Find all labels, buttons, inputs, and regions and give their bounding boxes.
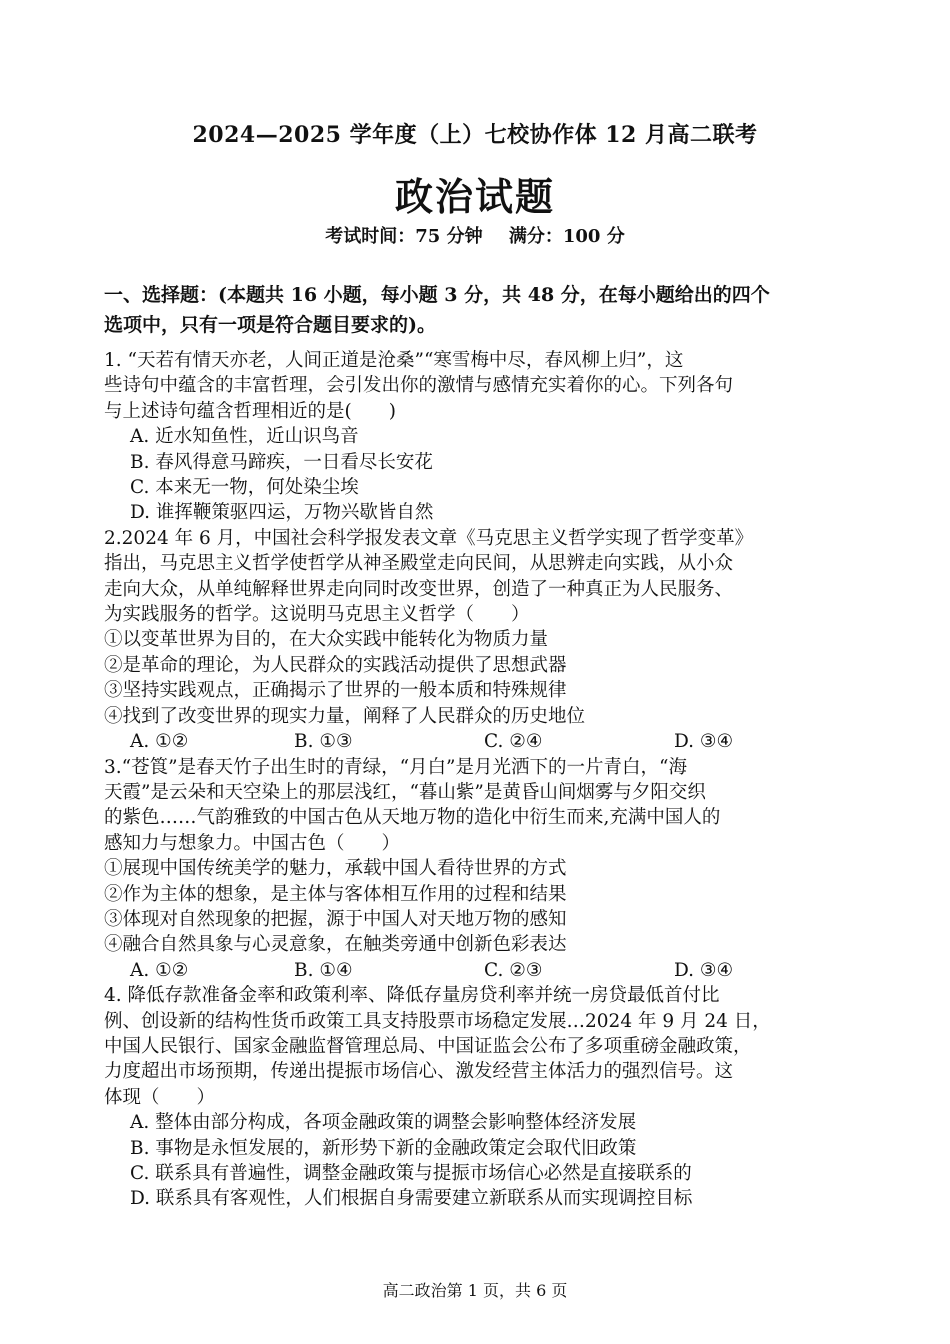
statement-1: ①展现中国传统美学的魅力，承载中国人看待世界的方式 — [104, 858, 567, 880]
stem-line: 指出，马克思主义哲学使哲学从神圣殿堂走向民间，从思辨走向实践，从小众 — [104, 553, 734, 575]
option-d: D. 谁挥鞭策驱四运，万物兴歇皆自然 — [130, 502, 434, 524]
choice-d: D. ③④ — [674, 731, 734, 753]
stem-line: 中国人民银行、国家金融监督管理总局、中国证监会公布了多项重磅金融政策， — [104, 1035, 752, 1057]
question-3 — [104, 755, 848, 984]
stem-line: 为实践服务的哲学。这说明马克思主义哲学（ ） — [104, 604, 530, 626]
question-stem — [104, 526, 848, 628]
option-c: C. 联系具有普遍性，调整金融政策与提振市场信心必然是直接联系的 — [130, 1163, 692, 1184]
stem-line: 2.2024 年 6 月，中国社会科学报发表文章《马克思主义哲学实现了哲学变革》 — [104, 527, 754, 549]
section-heading-line: 选项中，只有一项是符合题目要求的)。 — [104, 314, 436, 336]
statement-3: ③坚持实践观点，正确揭示了世界的一般本质和特殊规律 — [104, 680, 567, 702]
choice-a: A. ①② — [130, 959, 189, 981]
stem-line: 的紫色……气韵雅致的中国古色从天地万物的造化中衍生而来,充满中国人的 — [104, 807, 721, 829]
statement-1: ①以变革世界为目的，在大众实践中能转化为物质力量 — [104, 629, 549, 651]
exam-time: 考试时间：75 分钟 — [325, 226, 483, 247]
page-footer: 高二政治第 1 页，共 6 页 — [382, 1281, 568, 1300]
statement-4: ④融合自然具象与心灵意象，在触类旁通中创新色彩表达 — [104, 934, 567, 956]
option-b: B. 春风得意马蹄疾，一日看尽长安花 — [130, 451, 433, 473]
question-stem — [104, 348, 848, 424]
stem-line: 体现（ ） — [104, 1086, 216, 1108]
exam-title: 2024—2025 学年度（上）七校协作体 12 月高二联考 — [192, 122, 758, 148]
stem-line: 走向大众，从单纯解释世界走向同时改变世界，创造了一种真正为人民服务、 — [104, 578, 734, 600]
stem-line: 与上述诗句蕴含哲理相近的是( ) — [104, 400, 396, 422]
full-score: 满分：100 分 — [508, 226, 625, 247]
option-a: A. 近水知鱼性，近山识鸟音 — [130, 426, 359, 448]
choice-b: B. ①④ — [294, 959, 353, 981]
section-heading-line: 一、选择题：(本题共 16 小题，每小题 3 分，共 48 分，在每小题给出的四个 — [104, 284, 770, 306]
statement-3: ③体现对自然现象的把握，源于中国人对天地万物的感知 — [104, 908, 567, 930]
option-c: C. 本来无一物，何处染尘埃 — [130, 477, 359, 499]
choice-c: C. ②③ — [484, 959, 543, 981]
choice-b: B. ①③ — [294, 731, 353, 753]
question-content — [104, 280, 848, 1212]
choice-d: D. ③④ — [674, 959, 734, 981]
exam-info — [0, 222, 950, 248]
statement-4: ④找到了改变世界的现实力量，阐释了人民群众的历史地位 — [104, 705, 586, 727]
question-stem — [104, 755, 848, 857]
stem-line: 例、创设新的结构性货币政策工具支持股票市场稳定发展…2024 年 9 月 24 日， — [104, 1010, 771, 1032]
question-2 — [104, 526, 848, 755]
stem-line: 天霞”是云朵和天空染上的那层浅红，“暮山紫”是黄昏山间烟雾与夕阳交织 — [104, 781, 706, 803]
stem-line: 感知力与想象力。中国古色（ ） — [104, 832, 401, 854]
choice-row — [104, 958, 848, 983]
subject-title: 政治试题 — [394, 174, 555, 219]
question-4 — [104, 983, 848, 1212]
stem-line: 3.“苍筤”是春天竹子出生时的青绿，“月白”是月光洒下的一片青白，“海 — [104, 756, 687, 778]
choice-a: A. ①② — [130, 731, 189, 753]
stem-line: 力度超出市场预期，传递出提振市场信心、激发经营主体活力的强烈信号。这 — [104, 1061, 734, 1083]
stem-line: 4. 降低存款准备金率和政策利率、降低存量房贷利率并统一房贷最低首付比 — [104, 985, 720, 1007]
choice-row — [104, 729, 848, 754]
choice-c: C. ②④ — [484, 731, 543, 753]
option-a: A. 整体由部分构成，各项金融政策的调整会影响整体经济发展 — [130, 1112, 637, 1134]
question-1 — [104, 348, 848, 526]
section-heading — [104, 280, 848, 340]
statement-2: ②是革命的理论，为人民群众的实践活动提供了思想武器 — [104, 654, 567, 676]
statement-2: ②作为主体的想象，是主体与客体相互作用的过程和结果 — [104, 883, 567, 905]
option-d: D. 联系具有客观性，人们根据自身需要建立新联系从而实现调控目标 — [130, 1188, 693, 1210]
stem-line: 1. “天若有情天亦老，人间正道是沧桑”“寒雪梅中尽，春风柳上归”，这 — [104, 350, 684, 371]
stem-line: 些诗句中蕴含的丰富哲理，会引发出你的激情与感情充实着你的心。下列各句 — [104, 375, 734, 397]
question-stem — [104, 983, 848, 1110]
option-b: B. 事物是永恒发展的，新形势下新的金融政策定会取代旧政策 — [130, 1137, 637, 1159]
